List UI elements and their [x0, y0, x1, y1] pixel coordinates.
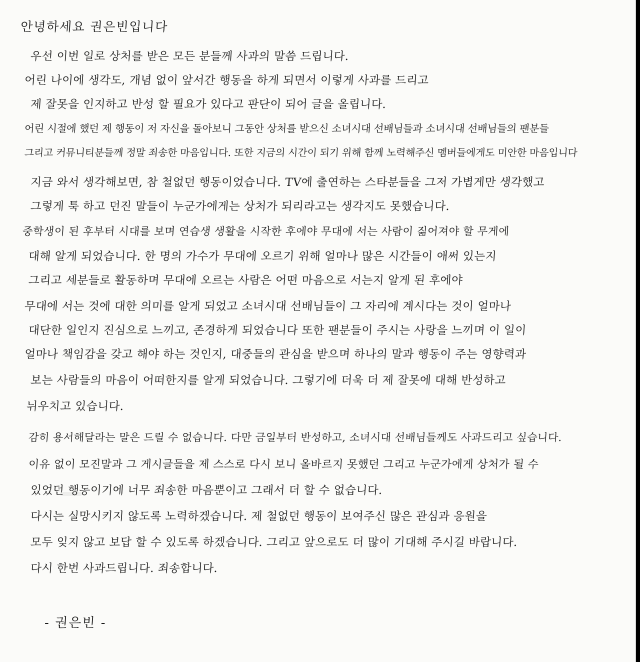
letter-line: 중학생이 된 후부터 시대를 보며 연습생 생활을 시작한 후에야 무대에 서는 사람이 짊어져야 할 무게에 — [22, 225, 510, 238]
letter-line: 제 잘못을 인지하고 반성 할 필요가 있다고 판단이 되어 글을 올립니다. — [30, 97, 387, 111]
letter-greeting: 안녕하세요 권은빈입니다 — [20, 19, 169, 34]
letter-signature: - 권은빈 - — [44, 616, 107, 631]
letter-line: 뉘우치고 있습니다. — [26, 399, 125, 413]
letter-line: 어린 나이에 생각도, 개념 없이 앞서간 행동을 하게 되면서 이렇게 사과를 드리고 — [24, 73, 430, 87]
letter-line: 그리고 세분들로 활동하며 무대에 오르는 사람은 어떤 마음으로 서는지 알게 된 후에야 — [28, 273, 464, 287]
letter-line: 이유 없이 모진말과 그 게시글들을 제 스스로 다시 보니 올바르지 못했던 그리고 누군가에게 상처가 될 수 — [28, 458, 540, 471]
letter-line: 우선 이번 일로 상처를 받은 모든 분들께 사과의 말씀 드립니다. — [30, 49, 350, 63]
letter-line: 있었던 행동이기에 너무 죄송한 마음뿐이고 그래서 더 할 수 없습니다. — [30, 483, 383, 497]
letter-line: 모두 잊지 않고 보답 할 수 있도록 하겠습니다. 그리고 앞으로도 더 많이 기대해 주시길 바랍니다. — [30, 535, 518, 549]
letter-line: 어린 시절에 했던 제 행동이 저 자신을 돌아보니 그동안 상처를 받으신 소녀시대 선배님들과 소녀시대 선배님들의 팬분들 — [24, 124, 550, 135]
letter-line: 감히 용서해달라는 말은 드릴 수 없습니다. 다만 금일부터 반성하고, 소녀시대 선배님들께도 사과드리고 싶습니다. — [28, 432, 563, 444]
letter-line: 지금 와서 생각해보면, 참 철없던 행동이었습니다. TV에 출연하는 스타분들을 그저 가볍게만 생각했고 — [30, 175, 546, 189]
letter-line: 다시는 실망시키지 않도록 노력하겠습니다. 제 철없던 행동이 보여주신 많은 관심과 응원을 — [30, 509, 488, 523]
letter-line: 그렇게 툭 하고 던진 말들이 누군가에게는 상처가 되리라고는 생각지도 못했습니다. — [30, 199, 451, 213]
letter-line: 대해 알게 되었습니다. 한 명의 가수가 무대에 오르기 위해 얼마나 많은 시간들이 애써 있는지 — [28, 249, 498, 263]
letter-line: 대단한 일인지 진심으로 느끼고, 존경하게 되었습니다 또한 팬분들이 주시는 사랑을 느끼며 이 일이 — [28, 323, 527, 337]
letter-line: 보는 사람들의 마음이 어떠한지를 알게 되었습니다. 그렇기에 더욱 더 제 잘못에 대해 반성하고 — [30, 373, 507, 387]
scan-smudge — [60, 492, 82, 496]
scan-edge — [636, 0, 640, 662]
letter-line: 무대에 서는 것에 대한 의미를 알게 되었고 소녀시대 선배님들이 그 자리에 계시다는 것이 얼마나 — [24, 299, 512, 313]
letter-line: 얼마나 책임감을 갖고 해야 하는 것인지, 대중들의 관심을 받으며 하나의 말과 행동이 주는 영향력과 — [24, 347, 527, 361]
letter-line: 그리고 커뮤니티분들께 정말 죄송한 마음입니다. 또한 지금의 시간이 되기 위해 함께 노력해주신 멤버들에게도 미안한 마음입니다 — [24, 148, 578, 159]
letter-line: 다시 한번 사과드립니다. 죄송합니다. — [30, 561, 219, 575]
